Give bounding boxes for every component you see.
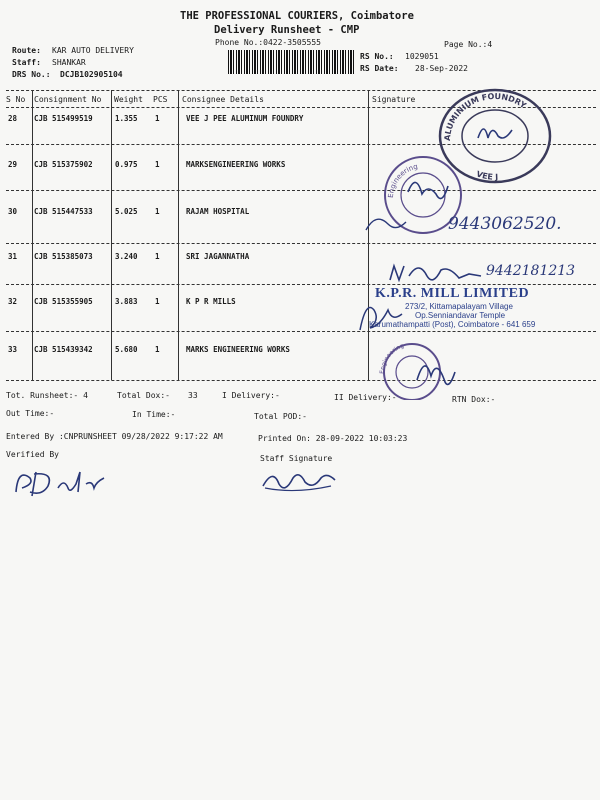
page-number: Page No.:4 bbox=[444, 40, 493, 49]
staff-value: SHANKAR bbox=[52, 58, 86, 67]
col-consignment: Consignment No bbox=[34, 95, 102, 104]
table-bottom-rule bbox=[6, 380, 596, 381]
svg-text:Engineering bbox=[379, 342, 405, 374]
out-time: Out Time:- bbox=[6, 409, 55, 418]
row-sno: 32 bbox=[8, 297, 18, 306]
row-sno: 28 bbox=[8, 114, 18, 123]
row-pcs: 1 bbox=[155, 160, 160, 169]
row-rule bbox=[6, 243, 596, 244]
runsheet-title: Delivery Runsheet - CMP bbox=[214, 24, 360, 36]
row-consignee: VEE J PEE ALUMINUM FOUNDRY bbox=[186, 114, 304, 123]
row-consignee: MARKSENGINEERING WORKS bbox=[186, 160, 286, 169]
row-sno: 33 bbox=[8, 345, 18, 354]
in-time: In Time:- bbox=[132, 410, 176, 419]
staff-signature bbox=[255, 460, 345, 494]
vjp-stamp-top-text: ALUMINIUM FOUNDRY bbox=[442, 91, 528, 142]
vjp-stamp-bottom-text: VEE J bbox=[475, 169, 499, 182]
row-weight: 1.355 bbox=[115, 114, 138, 123]
company-title: THE PROFESSIONAL COURIERS, Coimbatore bbox=[180, 10, 414, 22]
row-rule bbox=[6, 284, 596, 285]
col-sno: S No bbox=[6, 95, 26, 104]
row-weight: 3.883 bbox=[115, 297, 138, 306]
row-consignment: CJB 515385073 bbox=[34, 252, 93, 261]
rs-no-label: RS No.: bbox=[360, 52, 394, 61]
rtn-dox: RTN Dox:- bbox=[452, 395, 496, 404]
rs-date-label: RS Date: bbox=[360, 64, 399, 73]
row-weight: 5.025 bbox=[115, 207, 138, 216]
rs-date-value: 28-Sep-2022 bbox=[415, 64, 468, 73]
handwritten-phone-1: 9443062520. bbox=[448, 214, 562, 234]
row-consignment: CJB 515355905 bbox=[34, 297, 93, 306]
row-pcs: 1 bbox=[155, 297, 160, 306]
tot-runsheet: Tot. Runsheet:- 4 bbox=[6, 391, 88, 400]
phone-number: Phone No.:0422-3505555 bbox=[215, 38, 321, 47]
row-weight: 5.680 bbox=[115, 345, 138, 354]
kpr-handwritten-signature bbox=[350, 290, 410, 340]
row-weight: 3.240 bbox=[115, 252, 138, 261]
verified-by-label: Verified By bbox=[6, 450, 59, 459]
kpr-seal-address-3: Karumathampatti (Post), Coimbatore - 641 659 bbox=[369, 320, 536, 329]
row-consignment: CJB 515439342 bbox=[34, 345, 93, 354]
col-divider bbox=[111, 90, 112, 380]
col-consignee: Consignee Details bbox=[182, 95, 264, 104]
row-consignment: CJB 515375902 bbox=[34, 160, 93, 169]
handwritten-signature-31 bbox=[385, 258, 495, 288]
verified-by-signature bbox=[10, 462, 120, 502]
drs-value: DCJB102905104 bbox=[60, 70, 123, 79]
route-label: Route: bbox=[12, 46, 41, 55]
marks-stamp-2-text: Engineering bbox=[378, 342, 405, 375]
staff-signature-label: Staff Signature bbox=[260, 454, 333, 463]
row-pcs: 1 bbox=[155, 207, 160, 216]
row-consignment: CJB 515499519 bbox=[34, 114, 93, 123]
row-pcs: 1 bbox=[155, 345, 160, 354]
kpr-seal-name: K.P.R. MILL LIMITED bbox=[375, 286, 530, 301]
route-value: KAR AUTO DELIVERY bbox=[52, 46, 134, 55]
marks-stamp-2 bbox=[362, 340, 462, 400]
barcode bbox=[228, 50, 356, 74]
staff-label: Staff: bbox=[12, 58, 41, 67]
row-weight: 0.975 bbox=[115, 160, 138, 169]
kpr-seal-address-2: Op.Senniandavar Temple bbox=[415, 311, 506, 320]
col-pcs: PCS bbox=[153, 95, 168, 104]
rs-no-value: 1029051 bbox=[405, 52, 439, 61]
i-delivery: I Delivery:- bbox=[222, 391, 280, 400]
row-consignee: SRI JAGANNATHA bbox=[186, 252, 250, 261]
row-pcs: 1 bbox=[155, 114, 160, 123]
row-pcs: 1 bbox=[155, 252, 160, 261]
row-consignment: CJB 515447533 bbox=[34, 207, 93, 216]
row-sno: 30 bbox=[8, 207, 18, 216]
handwritten-phone-2: 9442181213 bbox=[486, 263, 576, 279]
row-consignee: RAJAM HOSPITAL bbox=[186, 207, 250, 216]
svg-text:Engineering bbox=[387, 162, 419, 198]
printed-on: Printed On: 28-09-2022 10:03:23 bbox=[258, 434, 408, 443]
col-signature: Signature bbox=[372, 95, 416, 104]
drs-label: DRS No.: bbox=[12, 70, 51, 79]
ii-delivery: II Delivery:- bbox=[334, 393, 397, 402]
row-consignee: K P R MILLS bbox=[186, 297, 236, 306]
row-consignee: MARKS ENGINEERING WORKS bbox=[186, 345, 290, 354]
marks-stamp-1-text: Engineering bbox=[386, 162, 419, 199]
entered-by: Entered By :CNPRUNSHEET 09/28/2022 9:17:22 AM bbox=[6, 432, 223, 441]
row-rule bbox=[6, 190, 596, 191]
row-rule bbox=[6, 331, 596, 332]
svg-text:ALUMINIUM FOUNDRY bbox=[443, 92, 528, 141]
total-pod: Total POD:- bbox=[254, 412, 307, 421]
col-divider bbox=[178, 90, 179, 380]
kpr-seal-address-1: 273/2, Kittamapalayam Village bbox=[405, 302, 513, 311]
col-divider bbox=[32, 90, 33, 380]
row-sno: 31 bbox=[8, 252, 18, 261]
col-weight: Weight bbox=[114, 95, 143, 104]
row-sno: 29 bbox=[8, 160, 18, 169]
total-dox-value: 33 bbox=[188, 391, 198, 400]
total-dox-label: Total Dox:- bbox=[117, 391, 170, 400]
